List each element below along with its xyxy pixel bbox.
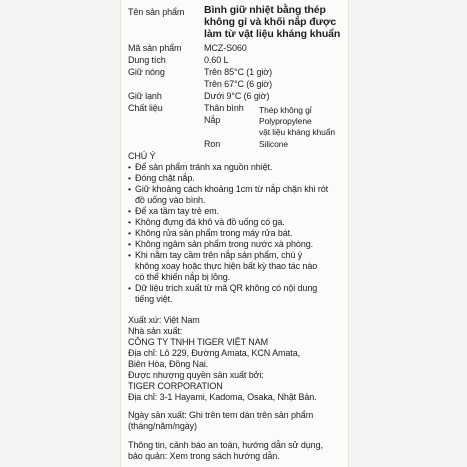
lid-material-label: Nắp (204, 115, 221, 125)
note-8-line-2: không xoay hoặc thực hiện bất kỳ thao tác nào (135, 261, 318, 271)
model-label: Mã sản phẩm (128, 43, 182, 53)
manufacturer-address-line-2: Biên Hòa, Đồng Nai. (128, 359, 209, 369)
note-3-line-2: đồ uống vào bình. (135, 195, 206, 205)
note-bullet: • (128, 228, 131, 238)
lid-material-line-2: vật liệu kháng khuẩn (259, 127, 335, 137)
keep-warm-label: Giữ nóng (128, 67, 165, 77)
capacity-label: Dung tích (128, 55, 166, 65)
gasket-material-label: Ron (204, 139, 221, 149)
product-label (121, 0, 348, 467)
production-date-line-2: (tháng/năm/ngày) (128, 421, 197, 431)
manufacturer-label: Nhà sản xuất: (128, 326, 183, 336)
keep-cold-value: Dưới 9°C (6 giờ) (204, 91, 270, 101)
note-8-line-3: có thể khiến nắp bị lỏng. (135, 272, 231, 282)
product-name-line-2: không gỉ và khối nắp được (204, 16, 337, 28)
note-4: Để xa tầm tay trẻ em. (135, 206, 219, 216)
body-material-label: Thân bình (204, 103, 244, 113)
manufacturer-name: CÔNG TY TNHH TIGER VIỆT NAM (128, 337, 268, 347)
made-in: Xuất xứ: Việt Nam (128, 315, 200, 325)
product-name-line-3: làm từ vật liệu kháng khuẩn (204, 28, 341, 40)
note-bullet: • (128, 173, 131, 183)
keep-warm-line-1: Trên 85°C (1 giờ) (204, 67, 272, 77)
gasket-material-value: Silicone (259, 139, 288, 149)
model-value: MCZ-S060 (204, 43, 247, 53)
keep-warm-line-2: Trên 67°C (6 giờ) (204, 79, 272, 89)
body-material-value: Thép không gỉ (259, 105, 312, 115)
note-6: Không rửa sản phẩm trong máy rửa bát. (135, 228, 293, 238)
notes-title: CHÚ Ý (128, 151, 156, 161)
licensor-name: TIGER CORPORATION (128, 381, 223, 391)
manufacturer-address-line-1: Địa chỉ: Lô 229, Đường Amata, KCN Amata, (128, 348, 301, 358)
product-name-label: Tên sản phẩm (128, 7, 185, 17)
note-3-line-1: Giữ khoảng cách khoảng 1cm từ nắp chặn khi rót (135, 184, 329, 194)
note-bullet: • (128, 239, 131, 249)
note-bullet: • (128, 250, 131, 260)
note-7: Không ngâm sản phẩm trong nước xà phòng. (135, 239, 314, 249)
note-9-line-2: tiếng việt. (135, 294, 173, 304)
note-bullet: • (128, 217, 131, 227)
note-bullet: • (128, 206, 131, 216)
product-name-line-1: Bình giữ nhiệt bằng thép (204, 4, 326, 16)
lid-material-line-1: Polypropylene (259, 116, 312, 126)
note-bullet: • (128, 184, 131, 194)
capacity-value: 0.60 L (204, 55, 229, 65)
material-label: Chất liệu (128, 103, 163, 113)
note-bullet: • (128, 283, 131, 293)
info-line-1: Thông tin, cảnh báo an toàn, hướng dẫn sử dụng, (128, 440, 323, 450)
production-date-line-1: Ngày sản xuất: Ghi trên tem dán trên sản phẩm (128, 410, 314, 420)
info-line-2: bảo quản: Xem trong sách hướng dẫn. (128, 451, 280, 461)
note-2: Đóng chặt nắp. (135, 173, 195, 183)
note-8-line-1: Khi nằm tay cầm trên nắp sản phẩm, chú ý (135, 250, 303, 260)
note-9-line-1: Dữ liệu trích xuất từ mã QR không có nội dung (135, 283, 318, 293)
keep-cold-label: Giữ lạnh (128, 91, 162, 101)
licensor-label: Được nhượng quyền sản xuất bởi: (128, 370, 264, 380)
note-5: Không đựng đá khô và đồ uống có ga. (135, 217, 285, 227)
note-1: Để sản phẩm tránh xa nguồn nhiệt. (135, 162, 273, 172)
licensor-address: Địa chỉ: 3-1 Hayami, Kadoma, Osaka, Nhật Bản. (128, 392, 317, 402)
note-bullet: • (128, 162, 131, 172)
